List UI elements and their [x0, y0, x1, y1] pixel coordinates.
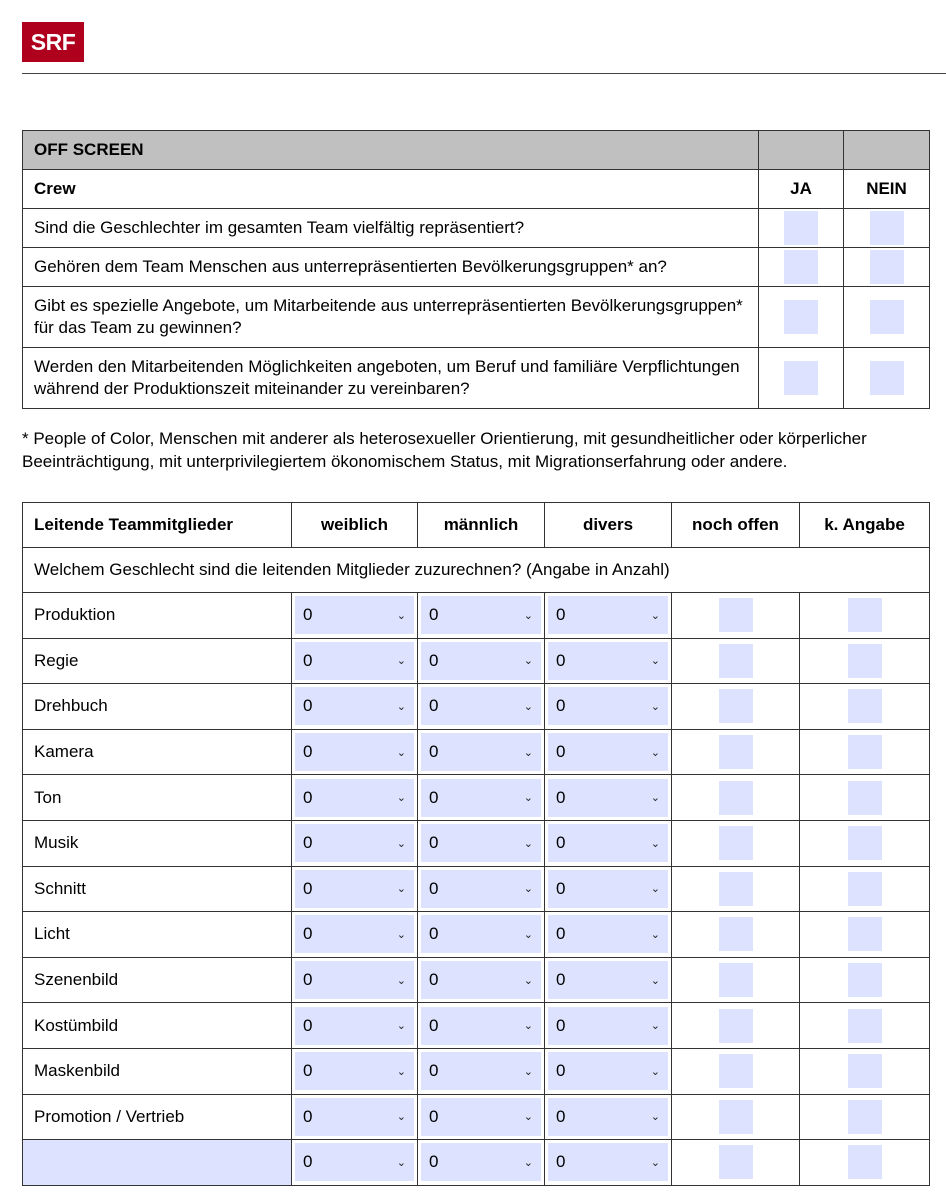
select-value: 0	[303, 1152, 313, 1172]
open-checkbox[interactable]	[719, 872, 753, 906]
open-checkbox[interactable]	[719, 644, 753, 678]
chevron-down-icon: ⌄	[650, 1111, 660, 1124]
select-value: 0	[556, 1061, 566, 1081]
chevron-down-icon: ⌄	[650, 655, 660, 668]
select-value: 0	[429, 833, 439, 853]
count-select-maennlich[interactable]	[421, 961, 541, 999]
count-select-divers[interactable]	[548, 1098, 668, 1136]
count-select-divers[interactable]	[548, 870, 668, 908]
chevron-down-icon: ⌄	[523, 837, 533, 850]
open-checkbox[interactable]	[719, 598, 753, 632]
count-select-weiblich[interactable]	[295, 824, 414, 862]
chevron-down-icon: ⌄	[396, 928, 406, 941]
column-header-male: männlich	[418, 503, 545, 548]
count-select-weiblich[interactable]	[295, 915, 414, 953]
select-value: 0	[429, 1061, 439, 1081]
chevron-down-icon: ⌄	[650, 883, 660, 896]
select-value: 0	[303, 787, 313, 807]
count-select-weiblich[interactable]	[295, 687, 414, 725]
open-checkbox[interactable]	[719, 963, 753, 997]
chevron-down-icon: ⌄	[523, 792, 533, 805]
chevron-down-icon: ⌄	[396, 1065, 406, 1078]
no-answer-checkbox[interactable]	[848, 872, 882, 906]
leaders-table	[22, 502, 930, 1186]
count-select-divers[interactable]	[548, 961, 668, 999]
count-select-divers[interactable]	[548, 779, 668, 817]
chevron-down-icon: ⌄	[650, 700, 660, 713]
select-value: 0	[556, 650, 566, 670]
role-label: Promotion / Vertrieb	[23, 1094, 292, 1140]
no-answer-checkbox[interactable]	[848, 1145, 882, 1179]
select-value: 0	[556, 787, 566, 807]
select-value: 0	[556, 1106, 566, 1126]
no-answer-checkbox[interactable]	[848, 598, 882, 632]
chevron-down-icon: ⌄	[523, 974, 533, 987]
chevron-down-icon: ⌄	[650, 1065, 660, 1078]
crew-header: Crew	[23, 170, 759, 209]
table-row	[23, 1094, 930, 1140]
chevron-down-icon: ⌄	[396, 1156, 406, 1169]
column-header-female: weiblich	[292, 503, 418, 548]
no-answer-checkbox[interactable]	[848, 781, 882, 815]
select-value: 0	[303, 605, 313, 625]
select-value: 0	[303, 970, 313, 990]
chevron-down-icon: ⌄	[650, 609, 660, 622]
select-value: 0	[429, 742, 439, 762]
open-checkbox[interactable]	[719, 735, 753, 769]
count-select-weiblich[interactable]	[295, 1098, 414, 1136]
select-value: 0	[429, 1152, 439, 1172]
chevron-down-icon: ⌄	[650, 974, 660, 987]
count-select-maennlich[interactable]	[421, 596, 541, 634]
column-header-no-answer: k. Angabe	[800, 503, 930, 548]
select-value: 0	[429, 696, 439, 716]
no-answer-checkbox[interactable]	[848, 735, 882, 769]
chevron-down-icon: ⌄	[650, 837, 660, 850]
role-label: Regie	[23, 638, 292, 684]
question-row	[23, 248, 930, 287]
count-select-weiblich[interactable]	[295, 596, 414, 634]
select-value: 0	[556, 605, 566, 625]
role-label: Musik	[23, 820, 292, 866]
table-row	[23, 957, 930, 1003]
select-value: 0	[556, 742, 566, 762]
select-value: 0	[303, 742, 313, 762]
column-header-open: noch offen	[672, 503, 800, 548]
select-value: 0	[429, 924, 439, 944]
table-row	[23, 775, 930, 821]
chevron-down-icon: ⌄	[523, 1111, 533, 1124]
no-answer-checkbox[interactable]	[848, 644, 882, 678]
select-value: 0	[303, 650, 313, 670]
count-select-maennlich[interactable]	[421, 642, 541, 680]
count-select-maennlich[interactable]	[421, 824, 541, 862]
chevron-down-icon: ⌄	[396, 1111, 406, 1124]
count-select-divers[interactable]	[548, 1052, 668, 1090]
question-text: Gibt es spezielle Angebote, um Mitarbeitende aus unterrepräsentierten Bevölkerungsgruppen* für das Team zu gewinnen?	[23, 287, 759, 348]
select-value: 0	[556, 878, 566, 898]
select-value: 0	[556, 1015, 566, 1035]
chevron-down-icon: ⌄	[523, 746, 533, 759]
role-label: Kamera	[23, 729, 292, 775]
select-value: 0	[556, 1152, 566, 1172]
role-label: Licht	[23, 912, 292, 958]
chevron-down-icon: ⌄	[396, 883, 406, 896]
count-select-divers[interactable]	[548, 596, 668, 634]
section-title: OFF SCREEN	[23, 131, 759, 170]
count-select-maennlich[interactable]	[421, 1098, 541, 1136]
role-label: Ton	[23, 775, 292, 821]
chevron-down-icon: ⌄	[650, 792, 660, 805]
select-value: 0	[429, 970, 439, 990]
table-row	[23, 866, 930, 912]
select-value: 0	[556, 970, 566, 990]
table-row	[23, 1140, 930, 1186]
select-value: 0	[429, 650, 439, 670]
yes-header: JA	[759, 170, 844, 209]
select-value: 0	[429, 1106, 439, 1126]
count-select-maennlich[interactable]	[421, 915, 541, 953]
chevron-down-icon: ⌄	[396, 974, 406, 987]
count-select-divers[interactable]	[548, 1007, 668, 1045]
select-value: 0	[556, 924, 566, 944]
role-label: Drehbuch	[23, 684, 292, 730]
count-select-weiblich[interactable]	[295, 1143, 414, 1181]
custom-role-input[interactable]	[23, 1140, 292, 1186]
chevron-down-icon: ⌄	[650, 746, 660, 759]
footnote: * People of Color, Menschen mit anderer als heterosexueller Orientierung, mit gesundheitlicher oder körperlicher Beeinträchtigung, mit unterprivilegiertem ökonomischem Status, mit Migrationserfahrung oder andere.	[22, 429, 867, 471]
yes-checkbox[interactable]	[784, 361, 818, 395]
select-value: 0	[303, 878, 313, 898]
no-answer-checkbox[interactable]	[848, 826, 882, 860]
question-text: Gehören dem Team Menschen aus unterrepräsentierten Bevölkerungsgruppen* an?	[23, 248, 759, 287]
count-select-weiblich[interactable]	[295, 733, 414, 771]
column-header-role: Leitende Teammitglieder	[23, 503, 292, 548]
srf-logo: SRF	[22, 22, 84, 62]
table-row	[23, 820, 930, 866]
table-row	[23, 638, 930, 684]
no-header: NEIN	[844, 170, 930, 209]
chevron-down-icon: ⌄	[396, 837, 406, 850]
count-select-maennlich[interactable]	[421, 733, 541, 771]
open-checkbox[interactable]	[719, 917, 753, 951]
chevron-down-icon: ⌄	[523, 1065, 533, 1078]
role-label: Schnitt	[23, 866, 292, 912]
select-value: 0	[556, 696, 566, 716]
role-label: Szenenbild	[23, 957, 292, 1003]
select-value: 0	[303, 696, 313, 716]
chevron-down-icon: ⌄	[650, 1020, 660, 1033]
yes-checkbox[interactable]	[784, 300, 818, 334]
no-checkbox[interactable]	[870, 361, 904, 395]
table-subheading: Welchem Geschlecht sind die leitenden Mitglieder zuzurechnen? (Angabe in Anzahl)	[23, 548, 930, 593]
role-label: Kostümbild	[23, 1003, 292, 1049]
select-value: 0	[303, 924, 313, 944]
select-value: 0	[303, 1106, 313, 1126]
select-value: 0	[303, 1015, 313, 1035]
count-select-weiblich[interactable]	[295, 1052, 414, 1090]
chevron-down-icon: ⌄	[396, 655, 406, 668]
count-select-maennlich[interactable]	[421, 687, 541, 725]
table-row	[23, 912, 930, 958]
no-answer-checkbox[interactable]	[848, 917, 882, 951]
select-value: 0	[303, 1061, 313, 1081]
open-checkbox[interactable]	[719, 1100, 753, 1134]
chevron-down-icon: ⌄	[523, 655, 533, 668]
chevron-down-icon: ⌄	[523, 609, 533, 622]
count-select-divers[interactable]	[548, 1143, 668, 1181]
no-answer-checkbox[interactable]	[848, 689, 882, 723]
no-answer-checkbox[interactable]	[848, 1009, 882, 1043]
open-checkbox[interactable]	[719, 689, 753, 723]
yes-checkbox[interactable]	[784, 250, 818, 284]
open-checkbox[interactable]	[719, 1054, 753, 1088]
no-answer-checkbox[interactable]	[848, 1054, 882, 1088]
chevron-down-icon: ⌄	[650, 1156, 660, 1169]
table-row	[23, 1003, 930, 1049]
select-value: 0	[556, 833, 566, 853]
select-value: 0	[429, 605, 439, 625]
count-select-divers[interactable]	[548, 915, 668, 953]
chevron-down-icon: ⌄	[396, 609, 406, 622]
count-select-maennlich[interactable]	[421, 870, 541, 908]
select-value: 0	[303, 833, 313, 853]
chevron-down-icon: ⌄	[650, 928, 660, 941]
open-checkbox[interactable]	[719, 1009, 753, 1043]
no-checkbox[interactable]	[870, 211, 904, 245]
chevron-down-icon: ⌄	[523, 1156, 533, 1169]
count-select-maennlich[interactable]	[421, 1052, 541, 1090]
select-value: 0	[429, 1015, 439, 1035]
chevron-down-icon: ⌄	[396, 700, 406, 713]
role-label: Produktion	[23, 593, 292, 639]
count-select-weiblich[interactable]	[295, 1007, 414, 1045]
role-label: Maskenbild	[23, 1048, 292, 1094]
question-text: Werden den Mitarbeitenden Möglichkeiten angeboten, um Beruf und familiäre Verpflichtungen während der Produktionszeit miteinander zu vereinbaren?	[23, 348, 759, 409]
count-select-divers[interactable]	[548, 642, 668, 680]
column-header-diverse: divers	[545, 503, 672, 548]
chevron-down-icon: ⌄	[523, 1020, 533, 1033]
count-select-weiblich[interactable]	[295, 870, 414, 908]
chevron-down-icon: ⌄	[523, 928, 533, 941]
question-row	[23, 348, 930, 409]
no-checkbox[interactable]	[870, 300, 904, 334]
chevron-down-icon: ⌄	[396, 746, 406, 759]
count-select-maennlich[interactable]	[421, 779, 541, 817]
count-select-weiblich[interactable]	[295, 779, 414, 817]
question-row	[23, 209, 930, 248]
no-checkbox[interactable]	[870, 250, 904, 284]
count-select-divers[interactable]	[548, 733, 668, 771]
no-answer-checkbox[interactable]	[848, 1100, 882, 1134]
table-row	[23, 593, 930, 639]
count-select-maennlich[interactable]	[421, 1007, 541, 1045]
question-text: Sind die Geschlechter im gesamten Team vielfältig repräsentiert?	[23, 209, 759, 248]
open-checkbox[interactable]	[719, 781, 753, 815]
count-select-weiblich[interactable]	[295, 961, 414, 999]
yes-checkbox[interactable]	[784, 211, 818, 245]
no-answer-checkbox[interactable]	[848, 963, 882, 997]
table-row	[23, 1048, 930, 1094]
chevron-down-icon: ⌄	[396, 1020, 406, 1033]
chevron-down-icon: ⌄	[523, 700, 533, 713]
question-row	[23, 287, 930, 348]
count-select-maennlich[interactable]	[421, 1143, 541, 1181]
count-select-divers[interactable]	[548, 687, 668, 725]
open-checkbox[interactable]	[719, 826, 753, 860]
select-value: 0	[429, 787, 439, 807]
count-select-weiblich[interactable]	[295, 642, 414, 680]
off-screen-table	[22, 130, 930, 409]
open-checkbox[interactable]	[719, 1145, 753, 1179]
table-row	[23, 729, 930, 775]
chevron-down-icon: ⌄	[396, 792, 406, 805]
chevron-down-icon: ⌄	[523, 883, 533, 896]
count-select-divers[interactable]	[548, 824, 668, 862]
table-row	[23, 684, 930, 730]
select-value: 0	[429, 878, 439, 898]
header-divider	[22, 73, 946, 74]
